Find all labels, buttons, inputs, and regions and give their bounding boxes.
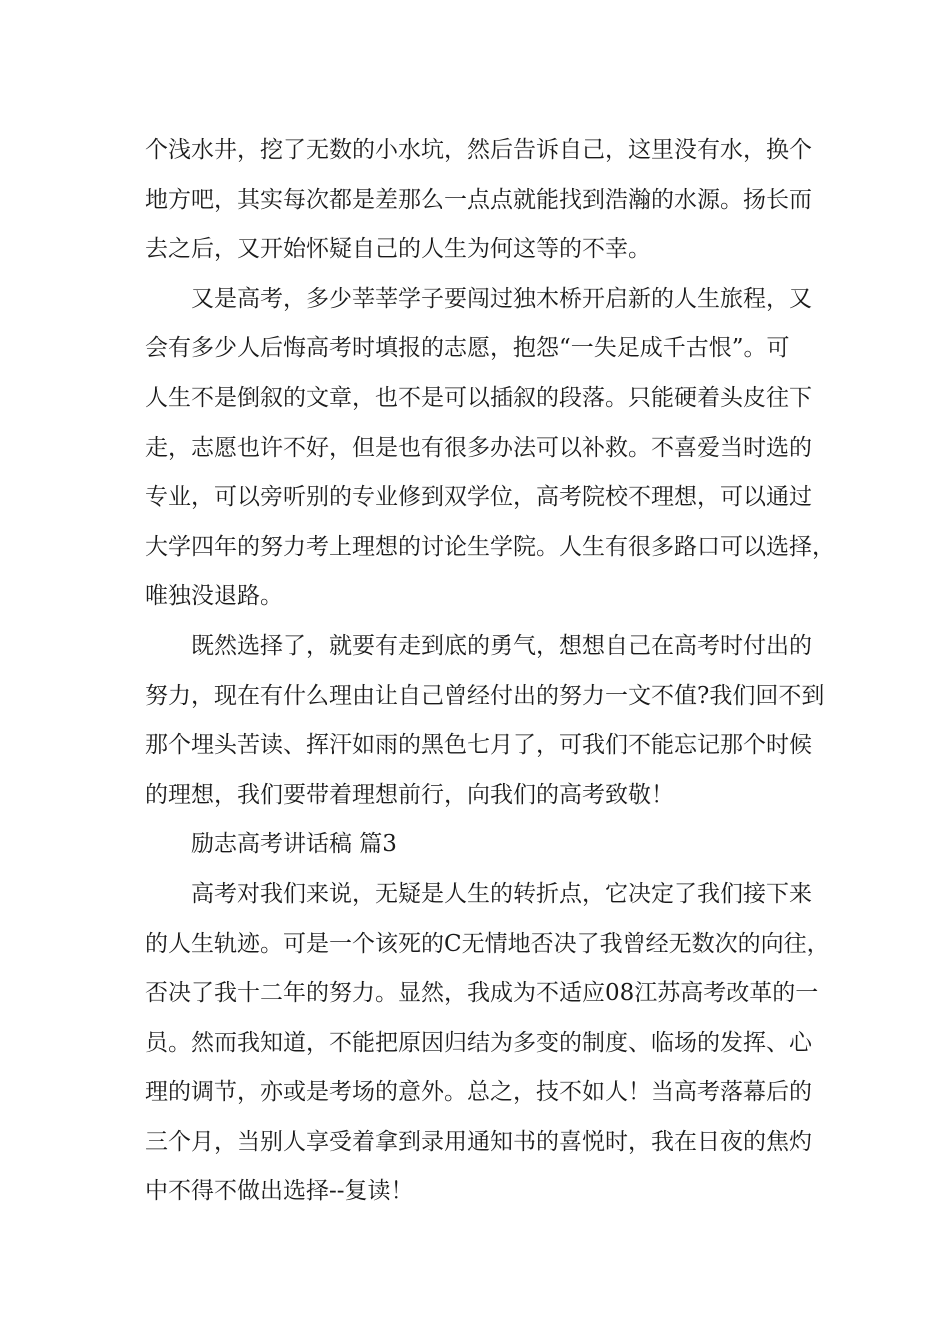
paragraph-line: 大学四年的努力考上理想的讨论生学院。人生有很多路口可以选择， (145, 533, 835, 560)
paragraph-line: 个浅水井，挖了无数的小水坑，然后告诉自己，这里没有水，换个 (145, 137, 812, 163)
paragraph-line: 的人生轨迹。可是一个该死的C无情地否决了我曾经无数次的向往， (145, 930, 830, 957)
paragraph-line: 又是高考，多少莘莘学子要闯过独木桥开启新的人生旅程，又 (191, 285, 812, 312)
paragraph-line: 员。然而我知道，不能把原因归结为多变的制度、临场的发挥、心 (145, 1029, 812, 1056)
paragraph-line: 专业，可以旁听别的专业修到双学位，高考院校不理想，可以通过 (145, 484, 812, 511)
section-heading: 励志高考讲话稿 篇3 (191, 831, 397, 858)
paragraph-line: 理的调节，亦或是考场的意外。总之，技不如人！当高考落幕后的 (145, 1079, 812, 1106)
paragraph-line: 会有多少人后悔高考时填报的志愿，抱怨“一失足成千古恨”。可 (145, 335, 790, 362)
paragraph-line: 三个月，当别人享受着拿到录用通知书的喜悦时，我在日夜的焦灼 (145, 1128, 812, 1155)
paragraph-line: 去之后，又开始怀疑自己的人生为何这等的不幸。 (145, 236, 651, 263)
paragraph-line: 唯独没退路。 (145, 583, 283, 610)
paragraph-line: 那个埋头苦读、挥汗如雨的黑色七月了，可我们不能忘记那个时候 (145, 732, 812, 759)
paragraph-line: 的理想，我们要带着理想前行，向我们的高考致敬！ (145, 781, 674, 808)
paragraph-line: 高考对我们来说，无疑是人生的转折点，它决定了我们接下来 (191, 880, 812, 907)
paragraph-line: 走，志愿也许不好，但是也有很多办法可以补救。不喜爱当时选的 (145, 434, 812, 461)
paragraph-line: 努力，现在有什么理由让自己曾经付出的努力一文不值?我们回不到 (145, 682, 825, 709)
paragraph-line: 地方吧，其实每次都是差那么一点点就能找到浩瀚的水源。扬长而 (145, 186, 812, 213)
paragraph-line: 既然选择了，就要有走到底的勇气，想想自己在高考时付出的 (191, 632, 812, 659)
body-text (145, 126, 835, 1217)
paragraph-line: 中不得不做出选择--复读！ (145, 1178, 414, 1205)
paragraph-line: 人生不是倒叙的文章，也不是可以插叙的段落。只能硬着头皮往下 (145, 384, 812, 411)
paragraph-line: 否决了我十二年的努力。显然，我成为不适应08江苏高考改革的一 (145, 980, 819, 1007)
